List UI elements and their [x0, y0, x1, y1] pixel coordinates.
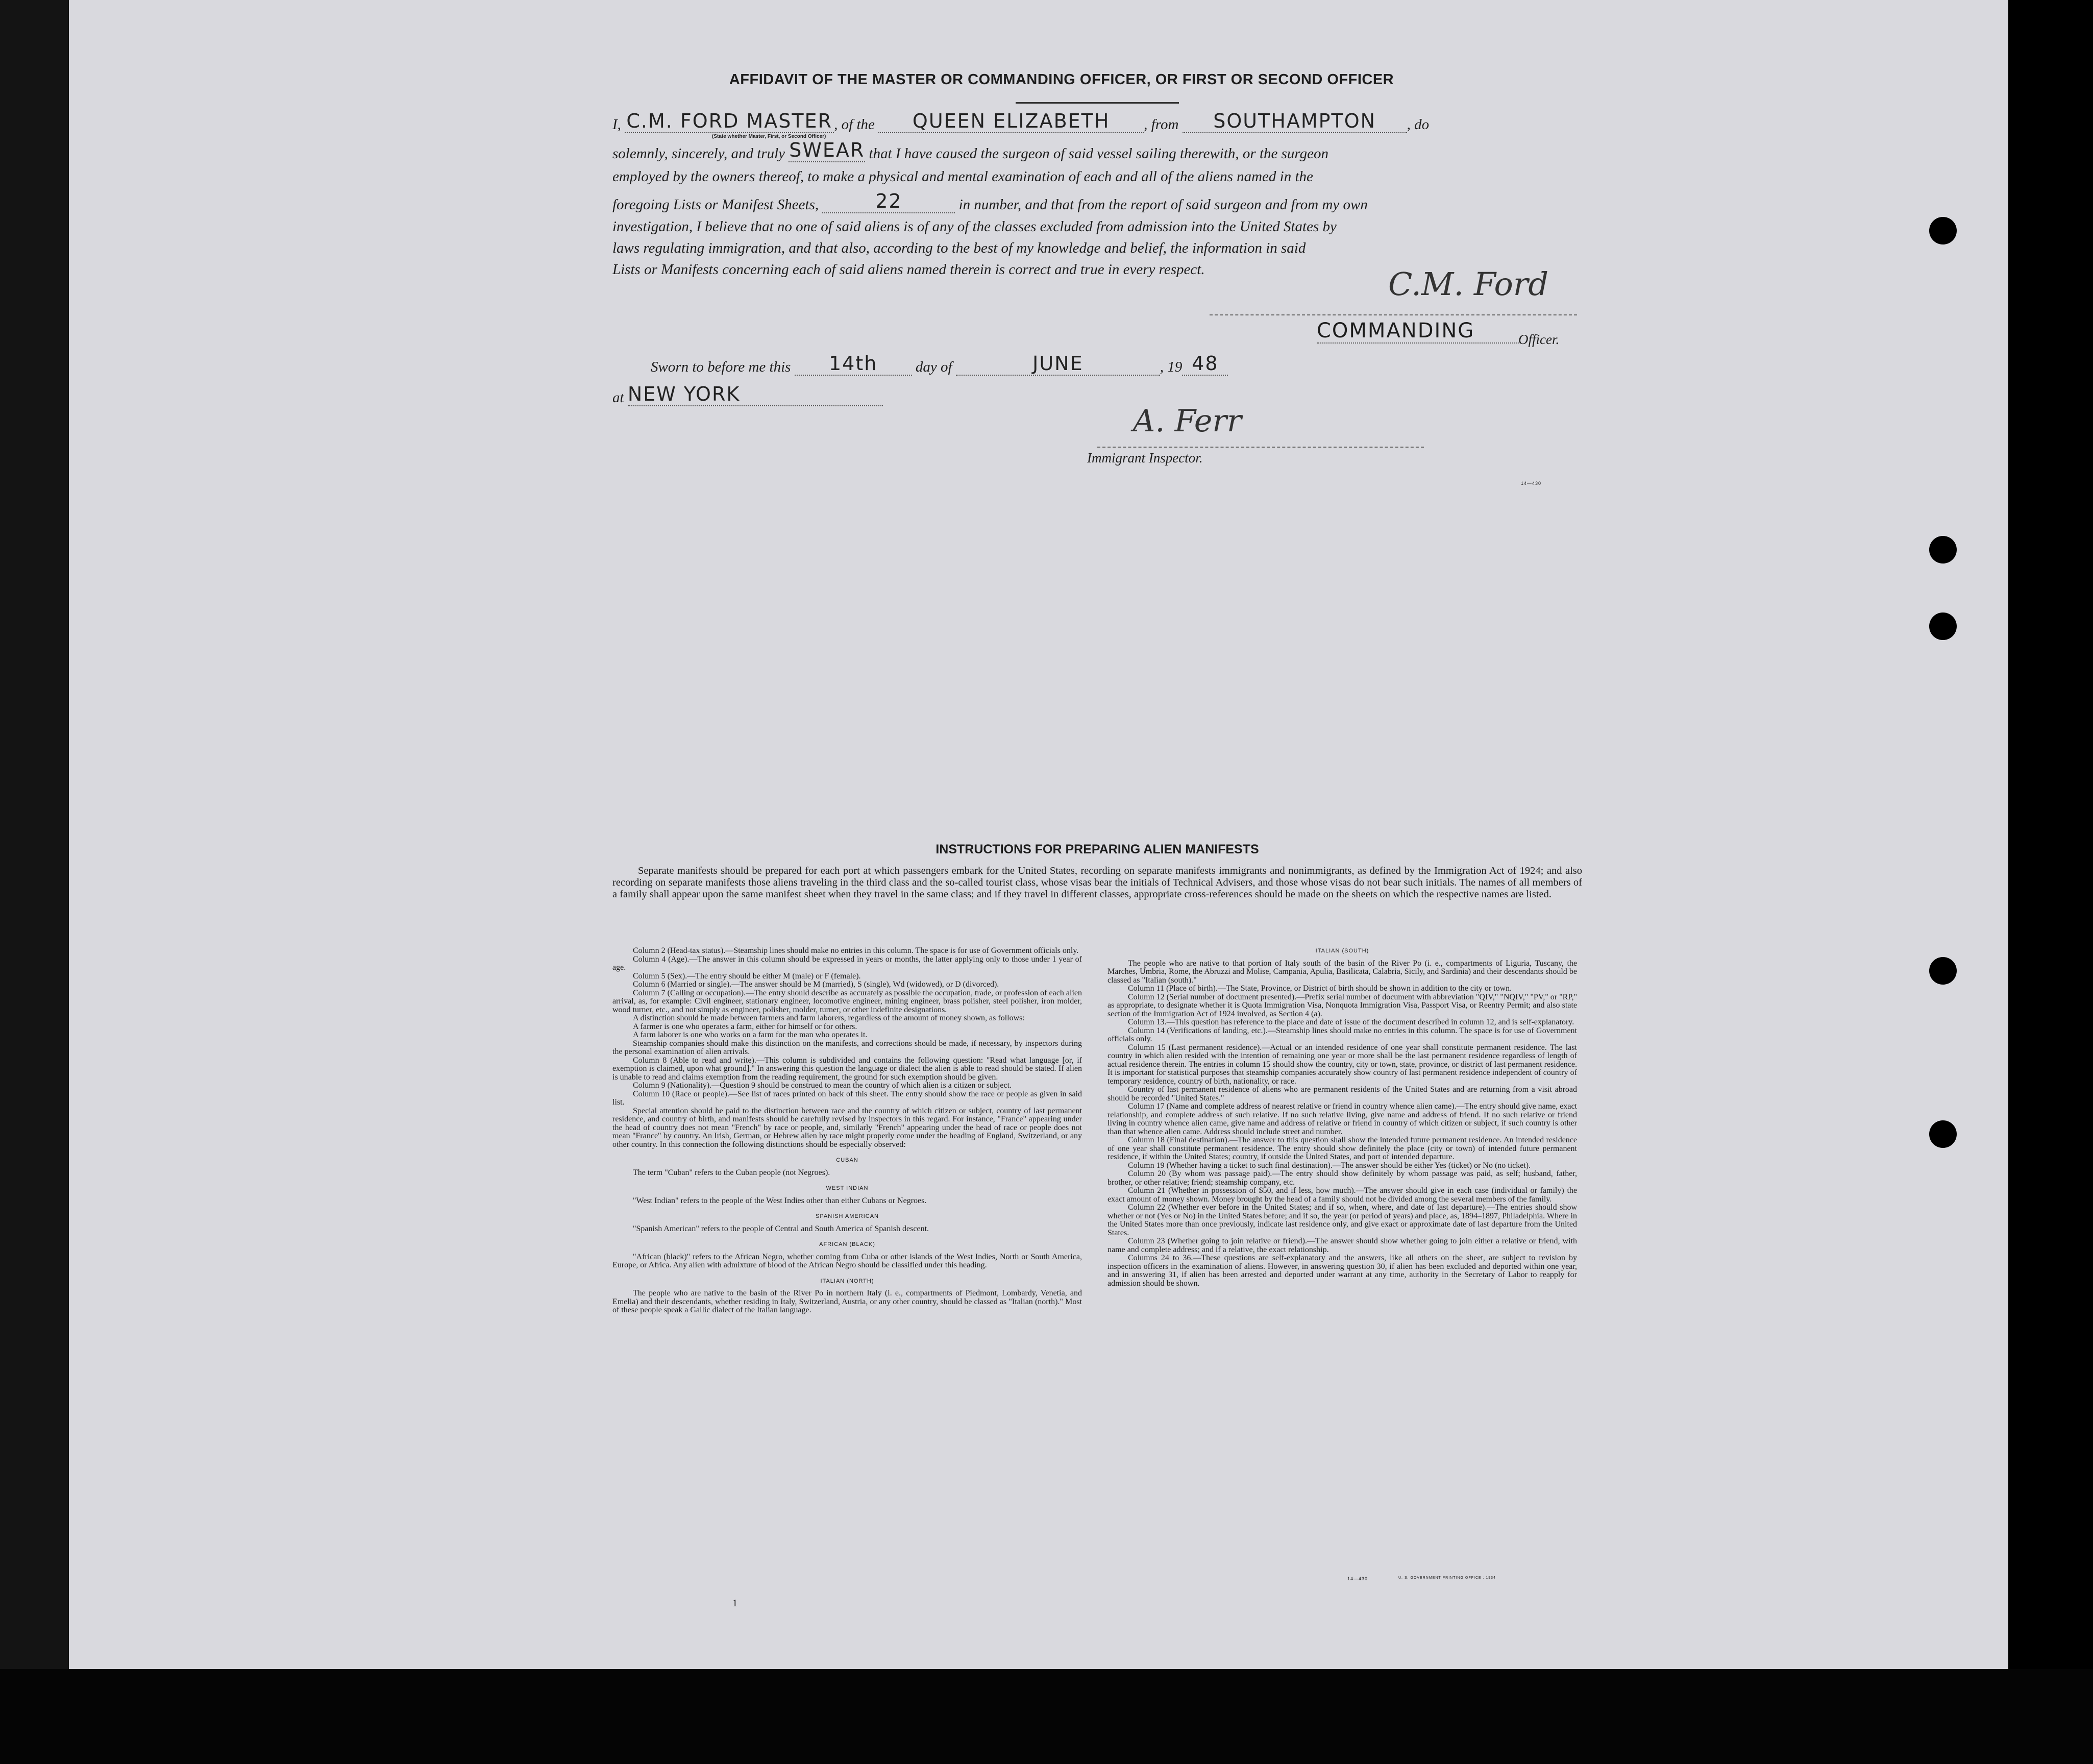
page-mark: 1: [732, 1598, 737, 1609]
inspector-line: [1097, 447, 1424, 448]
left-para: Column 6 (Married or single).—The answer should be M (married), S (single), Wd (widowed), or D (divorced).: [633, 980, 999, 989]
do-label: , do: [1407, 116, 1430, 133]
left-para: Column 7 (Calling or occupation).—The entry should describe as accurately as possible the occupation, trade, or profession of each alien arrival, as, for example: Civil engineer, stationary engineer, locomotive engineer, mining engineer, brass polisher, steel polisher, iron molder, wood turner, etc., and not simply as engineer, polisher, molder, turner, or other indefinite designations.: [612, 988, 1082, 1014]
right-para: Column 15 (Last permanent residence).—Actual or an intended residence of one year shall constitute permanent residence. The last country in which alien resided with the intention of remaining one year or more shall be the last permanent residence regardless of length of actual residence therein. The entries in column 15 should show the country, city or town, state, province, or district of last permanent residence. It is important for statistical purposes that steamship companies accurately show country of last permanent residence independent of country of temporary residence, country of birth, nationality, or race.: [1107, 1043, 1577, 1086]
footer-printer: U. S. GOVERNMENT PRINTING OFFICE : 1934: [1398, 1576, 1496, 1580]
punch-hole: [1929, 612, 1957, 640]
sheet-count-field: 22: [822, 190, 955, 213]
film-border-bottom: [0, 1669, 2093, 1764]
right-para: Column 19 (Whether having a ticket to such final destination).—The answer should be either Yes (ticket) or No (no ticket).: [1128, 1161, 1531, 1170]
right-para: Columns 24 to 36.—These questions are self-explanatory and the answers, like all others on the sheet, are subject to revision by inspection officers in the examination of aliens. However, in answering question 30, if alien has been excluded and deported within one year, and in answering 31, if alien has been arrested and deported under warrant at any time, authority in the Secretary of Labor to reapply for admission should be shown.: [1107, 1254, 1577, 1288]
punch-hole: [1929, 1120, 1957, 1148]
film-border-left: [0, 0, 69, 1764]
section-heading-african: AFRICAN (BLACK): [819, 1241, 875, 1247]
affidavit-line-4: [612, 190, 1582, 212]
left-para: A farmer is one who operates a farm, either for himself or for others.: [633, 1022, 857, 1031]
master-signature: C.M. Ford: [1388, 265, 1549, 303]
section-heading-west-indian: WEST INDIAN: [826, 1185, 869, 1191]
instructions-left-column: [612, 947, 1082, 1315]
master-name-field: C.M. FORD MASTER: [625, 110, 834, 133]
signature-line: [1210, 314, 1577, 315]
right-para: Column 14 (Verifications of landing, etc.).—Steamship lines should make no entries in this column. The space is for use of Government officials only.: [1107, 1026, 1577, 1043]
footer-form-number: 14—430: [1347, 1576, 1368, 1581]
left-para: Column 2 (Head-tax status).—Steamship lines should make no entries in this column. The space is for use of Government officials only.: [633, 946, 1079, 955]
right-para: Column 12 (Serial number of document presented).—Prefix serial number of document with abbreviation "QIV," "NQIV," "PV," or "RP," as appropriate, to designate whether it is Quota Immigration Visa, Nonquota Immigration Visa, Passport Visa, or Reentry Permit; and also state section of the Immigration Act of 1924 involved, as Section 4 (a).: [1107, 992, 1577, 1018]
left-para: A distinction should be made between farmers and farm laborers, regardless of the amount of money shown, as follows:: [633, 1014, 1025, 1022]
year-prefix: , 19: [1160, 359, 1183, 375]
section-heading-italian-north: ITALIAN (NORTH): [820, 1278, 874, 1284]
left-para: Column 10 (Race or people).—See list of races printed on back of this sheet. The entry should show the race or people as given in said list.: [612, 1089, 1082, 1107]
section-heading-spanish-american: SPANISH AMERICAN: [816, 1213, 879, 1219]
title-rule: [1016, 102, 1179, 104]
right-para: Column 23 (Whether going to join relative or friend).—The answer should show whether going to join either a relative or friend, with name and complete address; and if a relative, the exact relationship.: [1107, 1237, 1577, 1254]
left-para: Column 8 (Able to read and write).—This column is subdivided and contains the following question: "Read what language [or, if exemption is claimed, upon what ground]." In answering this question the language or dialect the alien is able to read should be stated. If alien is unable to read and claims exemption from the reading requirement, the ground for such exemption should be given.: [612, 1056, 1082, 1082]
of-the-label: , of the: [834, 116, 875, 133]
left-para: Special attention should be paid to the distinction between race and the country of which citizen or subject, country of last permanent residence, and country of birth, and manifests should be carefully revised by inspectors in this regard. For instance, "France" appearing under the head of country does not mean "French" by race or people, and, similarly "French" appearing under the head of race or people does not mean "France" by country. An Irish, German, or Hebrew alien by race might properly come under the heading of England, Switzerland, or any other country. In this connection the following distinctions should be especially observed:: [612, 1106, 1082, 1149]
section-text: "African (black)" refers to the African Negro, whether coming from Cuba or other islands of the West Indies, North or South America, Europe, or Africa. Any alien with admixture of blood of the African Negro should be classified under this heading.: [612, 1252, 1082, 1269]
affidavit-line-3: employed by the owners thereof, to make a physical and mental examination of each and all of the aliens named in the: [612, 168, 1313, 185]
left-para: Column 5 (Sex).—The entry should be either M (male) or F (female).: [633, 971, 861, 981]
punch-hole: [1929, 536, 1957, 564]
rank-field: COMMANDING: [1317, 319, 1521, 344]
section-text: The people who are native to the basin of the River Po in northern Italy (i. e., compartments of Piedmont, Lombardy, Venetia, and Emelia) and their descendants, whether residing in Italy, Switzerland, Austria, or any other country, should be classed as "Italian (north)." Most of these people speak a Gallic dialect of the Italian language.: [612, 1289, 1082, 1314]
sworn-month-field: JUNE: [956, 352, 1160, 376]
oath-field: SWEAR: [789, 139, 865, 161]
left-para: A farm laborer is one who works on a farm for the man who operates it.: [633, 1031, 868, 1039]
line1-prefix: I,: [612, 116, 621, 133]
affidavit-line-2: [612, 139, 1582, 161]
sworn-place-field: NEW YORK: [628, 383, 883, 406]
at-label: at: [612, 389, 624, 406]
section-heading-cuban: CUBAN: [836, 1157, 858, 1163]
punch-hole: [1929, 217, 1957, 244]
instructions-title: INSTRUCTIONS FOR PREPARING ALIEN MANIFESTS: [935, 842, 1259, 856]
instructions-right-column: [1107, 947, 1577, 1288]
section-heading-italian-south: ITALIAN (SOUTH): [1315, 948, 1369, 954]
from-label: , from: [1144, 116, 1179, 133]
line2-rest: that I have caused the surgeon of said vessel sailing therewith, or the surgeon: [869, 145, 1329, 162]
port-field: SOUTHAMPTON: [1183, 110, 1407, 133]
day-of-label: day of: [915, 359, 952, 375]
place-line: [612, 383, 1378, 405]
sworn-line: [651, 352, 1416, 375]
officer-label: Officer.: [1518, 332, 1560, 347]
right-para: Column 17 (Name and complete address of nearest relative or friend in country whence alien came).—The entry should give name, exact relationship, and complete address of such relative. If no such relative living, give name and address of friend. If no such relative or friend living in country whence alien came, give name and address of relative or friend in country of which citizen or subject, if such country is other than that whence alien came. Address should include street and number.: [1107, 1102, 1577, 1136]
sworn-year-field: 48: [1182, 352, 1228, 376]
line4-rest: in number, and that from the report of said surgeon and from my own: [958, 197, 1368, 213]
line2-prefix: solemnly, sincerely, and truly: [612, 145, 785, 162]
section-text: The term "Cuban" refers to the Cuban people (not Negroes).: [633, 1168, 830, 1177]
section-text: "Spanish American" refers to the people of Central and South America of Spanish descent.: [633, 1224, 929, 1233]
affidavit-line-7: Lists or Manifests concerning each of said aliens named therein is correct and true in every respect.: [612, 261, 1205, 278]
left-para: Column 4 (Age).—The answer in this column should be expressed in years or months, the latter applying only to those under 1 year of age.: [612, 954, 1082, 972]
vessel-name-field: QUEEN ELIZABETH: [878, 110, 1144, 133]
affidavit-line-1: [612, 110, 1582, 132]
rank-note: (State whether Master, First, or Second Officer): [712, 134, 826, 139]
instructions-intro: Separate manifests should be prepared for each port at which passengers embark for the United States, recording on separate manifests immigrants and nonimmigrants, as defined by the Immigration Act of 1924; and also recording on separate manifests those aliens traveling in the third class and the so-called tourist class, whose visas bear the initials of Technical Advisers, and those whose visas do not bear such initials. The names of all members of a family shall appear upon the same manifest sheet when they travel in the same class; and if they travel in different classes, appropriate cross-references should be made on the sheets on which the respective names are listed.: [612, 865, 1582, 900]
sworn-prefix: Sworn to before me this: [651, 359, 791, 375]
right-para: Column 20 (By whom was passage paid).—The entry should show definitely by whom passage was paid, as self; husband, father, brother, or other relative; friend; steamship company, etc.: [1107, 1169, 1577, 1187]
right-para: Column 18 (Final destination).—The answer to this question shall show the intended future permanent residence. An intended residence of one year shall constitute permanent residence. The entry should show definitely the place (city or town) of intended future permanent residence, if within the United States; country, if outside the United States, and port of intended departure.: [1107, 1136, 1577, 1161]
left-para: Column 9 (Nationality).—Question 9 should be construed to mean the country of which alien is a citizen or subject.: [633, 1081, 1012, 1090]
right-para: Column 11 (Place of birth).—The State, Province, or District of birth should be shown in addition to the city or town.: [1128, 984, 1512, 993]
left-para: Steamship companies should make this distinction on the manifests, and corrections should be made, if necessary, by inspectors during the personal examination of alien arrivals.: [612, 1039, 1082, 1056]
section-text: "West Indian" refers to the people of the West Indies other than either Cubans or Negroes.: [633, 1196, 927, 1205]
right-para: Column 13.—This question has reference to the place and date of issue of the document described in column 12, and is self-explanatory.: [1128, 1018, 1574, 1026]
right-para: Column 21 (Whether in possession of $50, and if less, how much).—The answer should give in each case (individual or family) the exact amount of money shown. Money brought by the head of a family should not be divided among the several members of the family.: [1107, 1186, 1577, 1204]
sworn-day-field: 14th: [795, 352, 912, 376]
affidavit-line-5: investigation, I believe that no one of said aliens is of any of the classes excluded from admission into the United States by: [612, 218, 1337, 235]
inspector-signature: A. Ferr: [1133, 403, 1242, 439]
right-para: Country of last permanent residence of aliens who are permanent residents of the United States and are returning from a visit abroad should be recorded "United States.": [1107, 1085, 1577, 1102]
affidavit-line-6: laws regulating immigration, and that also, according to the best of my knowledge and belief, the information in said: [612, 240, 1306, 256]
inspector-label: Immigrant Inspector.: [1087, 450, 1203, 465]
right-para: Column 22 (Whether ever before in the United States; and if so, when, where, and date of last departure).—The entries should show whether or not (Yes or No) in the United States before; and if so, the year (or period of years) and place, as, 1894–1897, Philadelphia. Where in the United States more than once previously, indicate last residence only, and give exact or approximate date of last departure from the United States.: [1107, 1203, 1577, 1237]
right-para: The people who are native to that portion of Italy south of the basin of the River Po (i. e., compartments of Liguria, Tuscany, the Marches, Umbria, Rome, the Abruzzi and Molise, Campania, Apulia, Basilicata, Calabria, Sicily, and Sardinia) and their descendants should be classed as "Italian (south).": [1107, 959, 1577, 985]
line4-prefix: foregoing Lists or Manifest Sheets,: [612, 197, 819, 213]
punch-hole: [1929, 957, 1957, 985]
affidavit-title: AFFIDAVIT OF THE MASTER OR COMMANDING OFFICER, OR FIRST OR SECOND OFFICER: [729, 71, 1394, 88]
form-number-top: 14—430: [1521, 481, 1542, 486]
